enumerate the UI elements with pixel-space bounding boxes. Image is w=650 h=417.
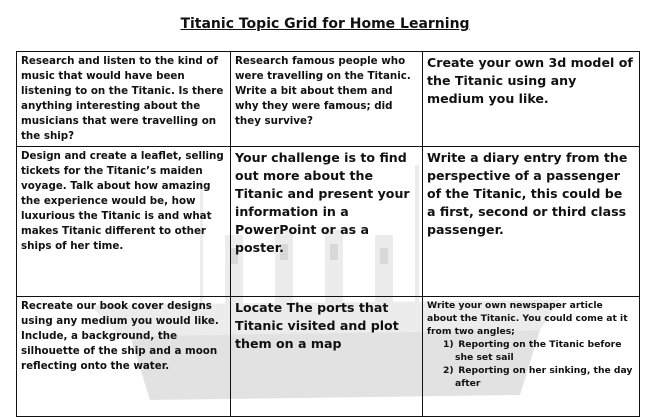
grid-cell-presentation: Your challenge is to find out more about the Titanic and present your information in a PowerPoint or as a poster. (231, 147, 423, 297)
point-number: 2) (443, 365, 454, 376)
grid-row (17, 297, 640, 417)
newspaper-intro: Write your own newspaper article about the Titanic. You could come at it from two angles; (427, 300, 628, 337)
grid-cell-diary: Write a diary entry from the perspective of a passenger of the Titanic, this could be a first, second or third class passenger. (423, 147, 640, 297)
topic-grid (16, 51, 640, 417)
grid-row (17, 52, 640, 147)
point-text: Reporting on the Titanic before she set sail (455, 339, 622, 363)
grid-cell-ports-map: Locate The ports that Titanic visited and plot them on a map (231, 297, 423, 417)
list-item (441, 364, 635, 390)
grid-row (17, 147, 640, 297)
list-item (441, 338, 635, 364)
grid-cell-music: Research and listen to the kind of music that would have been listening to on the Titanic. Is there anything interesting about the musicians that were travelling on the ship? (17, 52, 231, 147)
grid-cell-3d-model: Create your own 3d model of the Titanic using any medium you like. (423, 52, 640, 147)
point-number: 1) (443, 339, 454, 350)
grid-cell-newspaper (423, 297, 640, 417)
grid-cell-famous-people: Research famous people who were travelling on the Titanic. Write a bit about them and why they were famous; did they survive? (231, 52, 423, 147)
point-text: Reporting on her sinking, the day after (455, 365, 633, 389)
grid-cell-book-cover: Recreate our book cover designs using any medium you would like. Include, a background, the silhouette of the ship and a moon reflecting onto the water. (17, 297, 231, 417)
newspaper-points (427, 338, 635, 390)
page-title: Titanic Topic Grid for Home Learning (180, 16, 470, 32)
grid-cell-leaflet: Design and create a leaflet, selling tickets for the Titanic’s maiden voyage. Talk about how amazing the experience would be, how luxurious the Titanic is and what makes Titanic different to other ships of her time. (17, 147, 231, 297)
